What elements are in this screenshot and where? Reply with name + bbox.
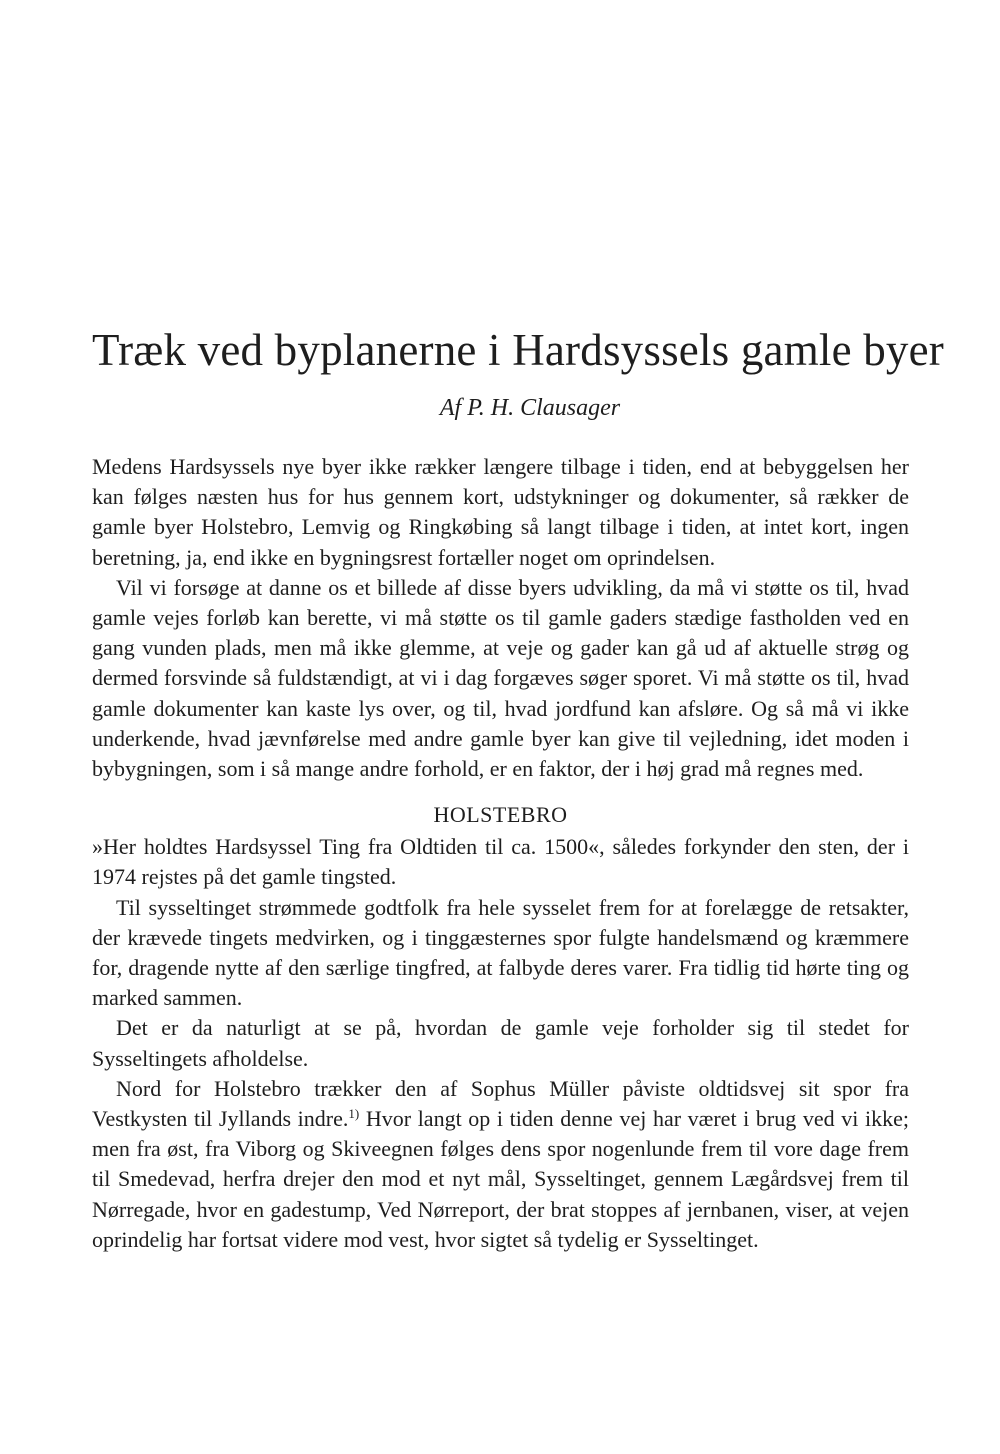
footnote-marker[interactable]: 1) bbox=[348, 1106, 360, 1122]
article-title: Træk ved byplanerne i Hardsyssels gamle byer bbox=[92, 325, 944, 375]
holstebro-paragraph-3: Det er da naturligt at se på, hvordan de gamle veje forholder sig til stedet for Sysseltingets afholdelse. bbox=[92, 1015, 909, 1071]
article-body bbox=[92, 452, 909, 1255]
section-heading-holstebro: HOLSTEBRO bbox=[433, 802, 568, 828]
intro-paragraph-1: Medens Hardsyssels nye byer ikke rækker længere tilbage i tiden, end at bebyggelsen her kan følges næsten hus for hus gennem kort, udstykninger og dokumenter, så rækker de gamle byer Holstebro, Lemvig og Ringkøbing så langt tilbage i tiden, at intet kort, ingen beretning, ja, end ikke en bygningsrest fortæller noget om oprindelsen. bbox=[92, 454, 909, 570]
holstebro-paragraph-2: Til sysseltinget strømmede godtfolk fra hele sysselet frem for at forelægge de retsakter, der krævede tingets medvirken, og i tinggæsternes spor fulgte handelsmænd og kræmmere for, dragende nytte af den særlige tingfred, at falbyde deres varer. Fra tidlig tid hørte ting og marked sammen. bbox=[92, 894, 909, 1011]
holstebro-paragraph-4 bbox=[92, 1074, 909, 1255]
holstebro-paragraph-4-start: Nord for Holstebro trækker den af Sophus Müller påviste oldtidsvej sit spor fra Vestkysten til Jyllands indre. bbox=[92, 1075, 909, 1132]
holstebro-paragraph-4-rest: Hvor langt op i tiden denne vej har været i brug ved vi ikke; men fra øst, fra Viborg og Skiveegnen følges dens spor nogenlunde frem til vore dage frem til Smedevad, herfra drejer den mod et nyt mål, Sysseltinget, gennem Lægårdsvej frem til Nørregade, hvor en gadestump, Ved Nørreport, der brat stoppes af jernbanen, viser, at vejen oprindelig har fortsat videre mod vest, hvor sigtet så tydelig er Sysseltinget. bbox=[92, 1106, 910, 1252]
holstebro-paragraph-1: »Her holdtes Hardsyssel Ting fra Oldtiden til ca. 1500«, således forkynder den sten, der i 1974 rejstes på det gamle tingsted. bbox=[92, 834, 909, 890]
article-byline: Af P. H. Clausager bbox=[439, 395, 621, 421]
intro-paragraph-2: Vil vi forsøge at danne os et billede af disse byers udvikling, da må vi støtte os til, hvad gamle vejes forløb kan berette, vi må støtte os til gamle gaders stædige fastholden ved en gang vunden plads, men må ikke glemme, at veje og gader kan gå ud af aktuelle strøg og dermed forsvinde så fuldstændigt, at vi i dag forgæves søger sporet. Vi må støtte os til, hvad gamle dokumenter kan kaste lys over, og til, hvad jordfund kan afsløre. Og så må vi ikke underkende, hvad jævnførelse med andre gamle byer kan give til vejledning, idet moden i bybygningen, som i så mange andre forhold, er en faktor, der i høj grad må regnes med. bbox=[92, 574, 909, 782]
